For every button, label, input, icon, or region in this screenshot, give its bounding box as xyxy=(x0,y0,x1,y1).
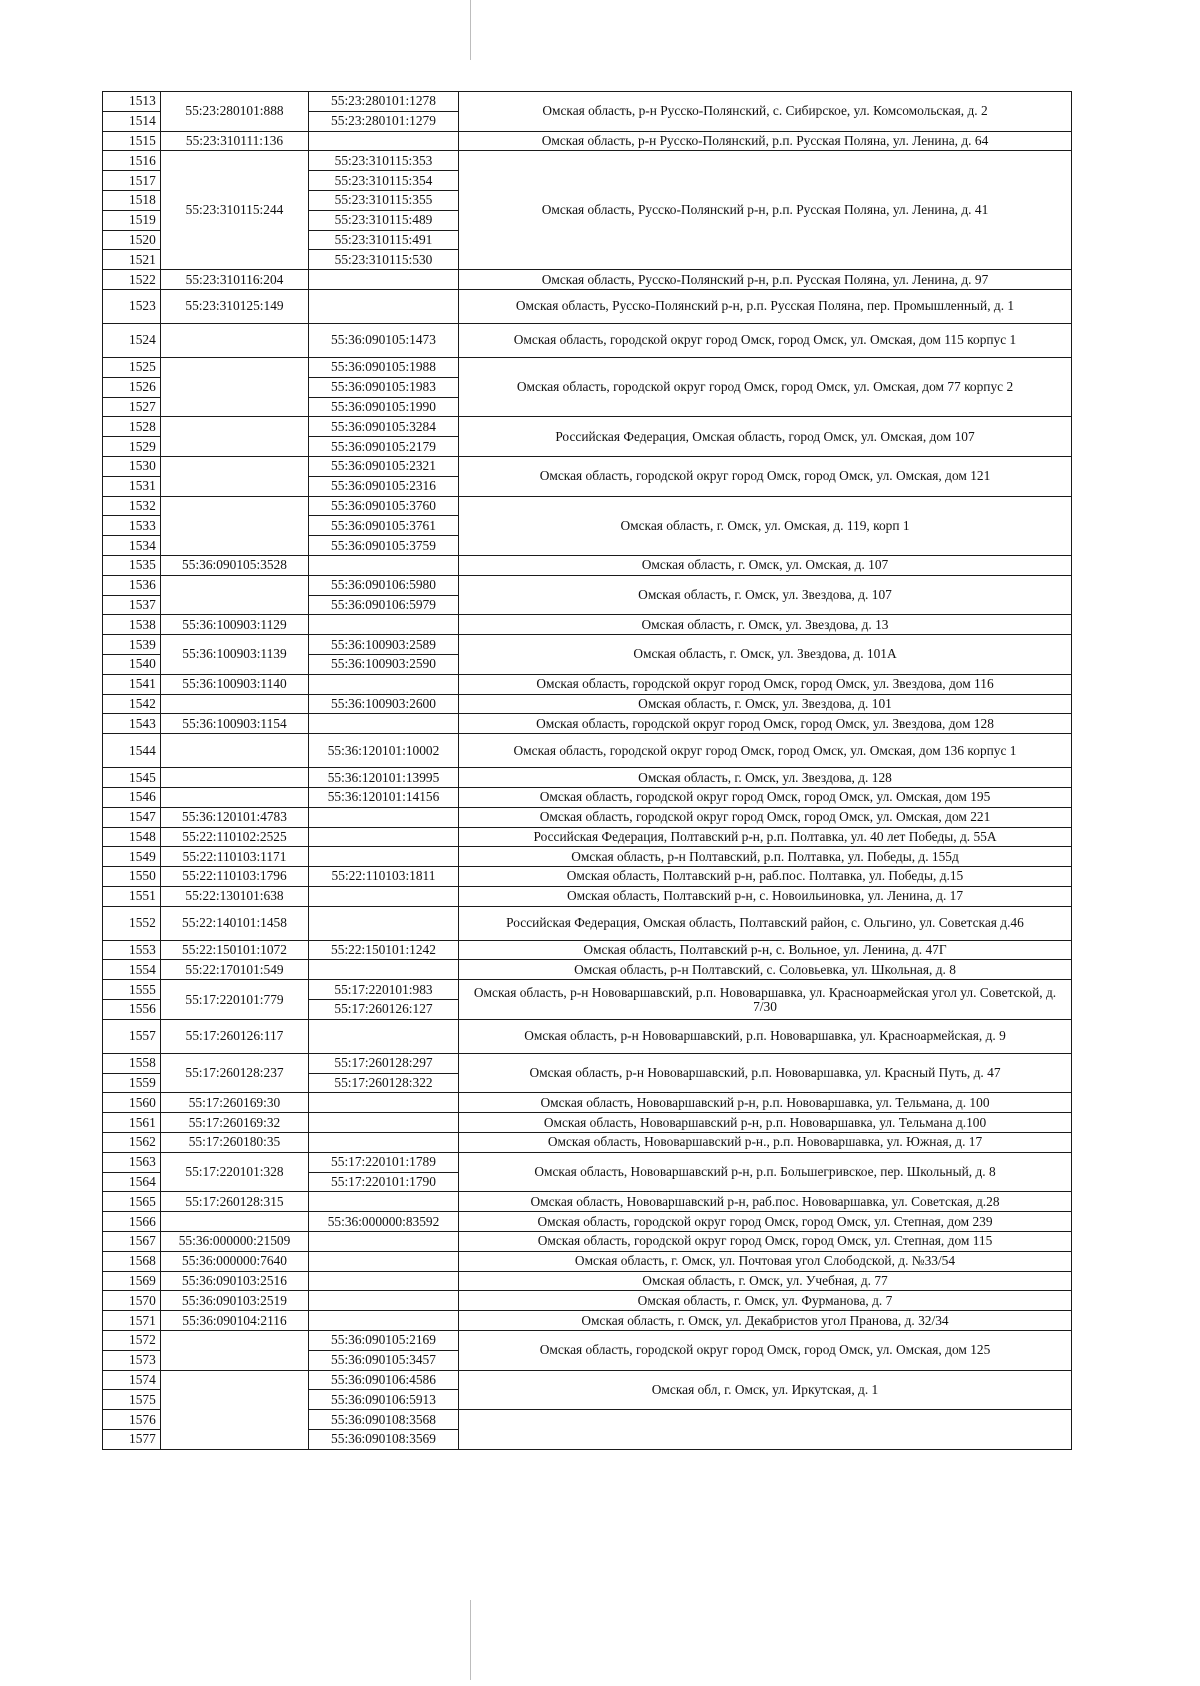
linked-cadastral-number-cell: 55:36:090105:3760 xyxy=(309,496,459,516)
row-number-cell: 1532 xyxy=(103,496,161,516)
linked-cadastral-number-cell xyxy=(309,1251,459,1271)
row-number-cell: 1538 xyxy=(103,615,161,635)
row-number-cell: 1565 xyxy=(103,1192,161,1212)
cadastral-number-cell: 55:17:260169:32 xyxy=(161,1113,309,1133)
row-number-cell: 1533 xyxy=(103,516,161,536)
cadastral-number-cell: 55:22:110103:1171 xyxy=(161,847,309,867)
address-cell: Омская область, г. Омск, ул. Омская, д. 119, корп 1 xyxy=(459,496,1072,555)
linked-cadastral-number-cell xyxy=(309,289,459,323)
row-number-cell: 1557 xyxy=(103,1019,161,1053)
table-row xyxy=(103,151,1072,171)
address-cell: Омская область, г. Омск, ул. Звездова, д. 107 xyxy=(459,575,1072,615)
row-number-cell: 1527 xyxy=(103,397,161,417)
row-number-cell: 1572 xyxy=(103,1331,161,1351)
address-cell: Омская область, городской округ город Омск, город Омск, ул. Омская, дом 121 xyxy=(459,456,1072,496)
linked-cadastral-number-cell: 55:36:100903:2589 xyxy=(309,635,459,655)
scan-artifact-bottom xyxy=(470,1600,471,1680)
linked-cadastral-number-cell: 55:36:090105:3457 xyxy=(309,1350,459,1370)
table-row xyxy=(103,1093,1072,1113)
linked-cadastral-number-cell xyxy=(309,827,459,847)
linked-cadastral-number-cell xyxy=(309,1113,459,1133)
linked-cadastral-number-cell xyxy=(309,1133,459,1153)
row-number-cell: 1560 xyxy=(103,1093,161,1113)
address-cell xyxy=(459,1410,1072,1450)
row-number-cell: 1546 xyxy=(103,787,161,807)
cadastral-number-cell: 55:22:110103:1796 xyxy=(161,867,309,887)
table-row xyxy=(103,575,1072,595)
address-cell: Омская область, городской округ город Омск, город Омск, ул. Омская, дом 195 xyxy=(459,787,1072,807)
row-number-cell: 1529 xyxy=(103,437,161,457)
address-cell: Омская обл, г. Омск, ул. Иркутская, д. 1 xyxy=(459,1370,1072,1410)
linked-cadastral-number-cell: 55:23:310115:353 xyxy=(309,151,459,171)
row-number-cell: 1518 xyxy=(103,190,161,210)
linked-cadastral-number-cell xyxy=(309,1291,459,1311)
linked-cadastral-number-cell: 55:36:090106:4586 xyxy=(309,1370,459,1390)
linked-cadastral-number-cell xyxy=(309,1232,459,1252)
address-cell: Омская область, городской округ город Омск, город Омск, ул. Омская, дом 221 xyxy=(459,807,1072,827)
row-number-cell: 1534 xyxy=(103,536,161,556)
cadastral-number-cell: 55:36:000000:7640 xyxy=(161,1251,309,1271)
registry-table-body xyxy=(103,92,1072,1450)
row-number-cell: 1575 xyxy=(103,1390,161,1410)
cadastral-number-cell: 55:22:130101:638 xyxy=(161,886,309,906)
table-row xyxy=(103,886,1072,906)
cadastral-number-cell: 55:17:220101:779 xyxy=(161,980,309,1020)
linked-cadastral-number-cell xyxy=(309,555,459,575)
table-row xyxy=(103,357,1072,377)
cadastral-number-cell: 55:36:120101:4783 xyxy=(161,807,309,827)
linked-cadastral-number-cell: 55:36:090105:2169 xyxy=(309,1331,459,1351)
linked-cadastral-number-cell: 55:17:260126:127 xyxy=(309,1000,459,1020)
table-row xyxy=(103,1232,1072,1252)
cadastral-number-cell: 55:22:110102:2525 xyxy=(161,827,309,847)
table-row xyxy=(103,1251,1072,1271)
address-cell: Омская область, р-н Нововаршавский, р.п. Нововаршавка, ул. Красноармейская, д. 9 xyxy=(459,1019,1072,1053)
cadastral-number-cell xyxy=(161,694,309,714)
linked-cadastral-number-cell: 55:36:090105:2321 xyxy=(309,456,459,476)
row-number-cell: 1553 xyxy=(103,940,161,960)
linked-cadastral-number-cell: 55:36:090105:2179 xyxy=(309,437,459,457)
row-number-cell: 1542 xyxy=(103,694,161,714)
row-number-cell: 1514 xyxy=(103,111,161,131)
registry-table xyxy=(102,91,1072,1450)
address-cell: Омская область, Полтавский р-н, с. Новоильиновка, ул. Ленина, д. 17 xyxy=(459,886,1072,906)
row-number-cell: 1547 xyxy=(103,807,161,827)
row-number-cell: 1551 xyxy=(103,886,161,906)
cadastral-number-cell: 55:36:100903:1139 xyxy=(161,635,309,675)
table-row xyxy=(103,847,1072,867)
row-number-cell: 1577 xyxy=(103,1430,161,1450)
table-row xyxy=(103,496,1072,516)
linked-cadastral-number-cell: 55:36:090105:3284 xyxy=(309,417,459,437)
linked-cadastral-number-cell: 55:36:090105:1988 xyxy=(309,357,459,377)
address-cell: Российская Федерация, Полтавский р-н, р.п. Полтавка, ул. 40 лет Победы, д. 55А xyxy=(459,827,1072,847)
cadastral-number-cell: 55:36:090104:2116 xyxy=(161,1311,309,1331)
row-number-cell: 1558 xyxy=(103,1053,161,1073)
table-row xyxy=(103,980,1072,1000)
table-row xyxy=(103,940,1072,960)
table-row xyxy=(103,1212,1072,1232)
cadastral-number-cell: 55:36:090105:3528 xyxy=(161,555,309,575)
address-cell: Омская область, р-н Полтавский, р.п. Полтавка, ул. Победы, д. 155д xyxy=(459,847,1072,867)
row-number-cell: 1564 xyxy=(103,1172,161,1192)
table-row xyxy=(103,827,1072,847)
cadastral-number-cell: 55:17:260180:35 xyxy=(161,1133,309,1153)
row-number-cell: 1523 xyxy=(103,289,161,323)
row-number-cell: 1531 xyxy=(103,476,161,496)
linked-cadastral-number-cell: 55:22:150101:1242 xyxy=(309,940,459,960)
cadastral-number-cell xyxy=(161,1212,309,1232)
address-cell: Омская область, городской округ город Омск, город Омск, ул. Омская, дом 125 xyxy=(459,1331,1072,1371)
row-number-cell: 1545 xyxy=(103,768,161,788)
row-number-cell: 1524 xyxy=(103,323,161,357)
linked-cadastral-number-cell: 55:23:310115:491 xyxy=(309,230,459,250)
table-row xyxy=(103,615,1072,635)
linked-cadastral-number-cell xyxy=(309,1311,459,1331)
linked-cadastral-number-cell: 55:36:090108:3568 xyxy=(309,1410,459,1430)
row-number-cell: 1548 xyxy=(103,827,161,847)
row-number-cell: 1519 xyxy=(103,210,161,230)
row-number-cell: 1576 xyxy=(103,1410,161,1430)
linked-cadastral-number-cell: 55:36:090106:5980 xyxy=(309,575,459,595)
linked-cadastral-number-cell: 55:22:110103:1811 xyxy=(309,867,459,887)
cadastral-number-cell: 55:23:310115:244 xyxy=(161,151,309,270)
row-number-cell: 1513 xyxy=(103,92,161,112)
cadastral-number-cell: 55:23:310116:204 xyxy=(161,270,309,290)
address-cell: Омская область, г. Омск, ул. Звездова, д. 13 xyxy=(459,615,1072,635)
row-number-cell: 1552 xyxy=(103,906,161,940)
row-number-cell: 1571 xyxy=(103,1311,161,1331)
address-cell: Омская область, городской округ город Омск, город Омск, ул. Звездова, дом 128 xyxy=(459,714,1072,734)
table-row xyxy=(103,131,1072,151)
row-number-cell: 1569 xyxy=(103,1271,161,1291)
linked-cadastral-number-cell xyxy=(309,847,459,867)
cadastral-number-cell: 55:22:170101:549 xyxy=(161,960,309,980)
row-number-cell: 1555 xyxy=(103,980,161,1000)
cadastral-number-cell xyxy=(161,1370,309,1449)
linked-cadastral-number-cell: 55:36:090105:1990 xyxy=(309,397,459,417)
address-cell: Омская область, городской округ город Омск, город Омск, ул. Степная, дом 239 xyxy=(459,1212,1072,1232)
linked-cadastral-number-cell: 55:23:310115:489 xyxy=(309,210,459,230)
linked-cadastral-number-cell xyxy=(309,615,459,635)
table-row xyxy=(103,674,1072,694)
linked-cadastral-number-cell: 55:36:090105:1983 xyxy=(309,377,459,397)
cadastral-number-cell: 55:36:090103:2516 xyxy=(161,1271,309,1291)
table-row xyxy=(103,92,1072,112)
address-cell: Омская область, р-н Полтавский, с. Соловьевка, ул. Школьная, д. 8 xyxy=(459,960,1072,980)
address-cell: Омская область, Русско-Полянский р-н, р.п. Русская Поляна, пер. Промышленный, д. 1 xyxy=(459,289,1072,323)
address-cell: Омская область, р-н Русско-Полянский, р.п. Русская Поляна, ул. Ленина, д. 64 xyxy=(459,131,1072,151)
address-cell: Омская область, р-н Нововаршавский, р.п. Нововаршавка, ул. Красный Путь, д. 47 xyxy=(459,1053,1072,1093)
cadastral-number-cell xyxy=(161,417,309,457)
table-row xyxy=(103,787,1072,807)
row-number-cell: 1550 xyxy=(103,867,161,887)
row-number-cell: 1530 xyxy=(103,456,161,476)
row-number-cell: 1566 xyxy=(103,1212,161,1232)
scan-artifact-top xyxy=(470,0,471,60)
linked-cadastral-number-cell xyxy=(309,807,459,827)
table-row xyxy=(103,694,1072,714)
cadastral-number-cell xyxy=(161,1331,309,1371)
row-number-cell: 1567 xyxy=(103,1232,161,1252)
linked-cadastral-number-cell: 55:36:120101:10002 xyxy=(309,734,459,768)
table-row xyxy=(103,1370,1072,1390)
table-row xyxy=(103,1113,1072,1133)
row-number-cell: 1559 xyxy=(103,1073,161,1093)
row-number-cell: 1528 xyxy=(103,417,161,437)
linked-cadastral-number-cell: 55:23:310115:530 xyxy=(309,250,459,270)
row-number-cell: 1517 xyxy=(103,171,161,191)
address-cell: Омская область, г. Омск, ул. Почтовая угол Слободской, д. №33/54 xyxy=(459,1251,1072,1271)
linked-cadastral-number-cell: 55:23:280101:1278 xyxy=(309,92,459,112)
cadastral-number-cell: 55:36:100903:1140 xyxy=(161,674,309,694)
address-cell: Омская область, городской округ город Омск, город Омск, ул. Звездова, дом 116 xyxy=(459,674,1072,694)
address-cell: Омская область, г. Омск, ул. Звездова, д. 101 xyxy=(459,694,1072,714)
linked-cadastral-number-cell: 55:36:000000:83592 xyxy=(309,1212,459,1232)
cadastral-number-cell xyxy=(161,575,309,615)
cadastral-number-cell: 55:22:150101:1072 xyxy=(161,940,309,960)
address-cell: Омская область, Полтавский р-н, раб.пос. Полтавка, ул. Победы, д.15 xyxy=(459,867,1072,887)
cadastral-number-cell xyxy=(161,787,309,807)
linked-cadastral-number-cell xyxy=(309,674,459,694)
address-cell: Омская область, городской округ город Омск, город Омск, ул. Омская, дом 77 корпус 2 xyxy=(459,357,1072,416)
table-row xyxy=(103,270,1072,290)
address-cell: Омская область, р-н Нововаршавский, р.п. Нововаршавка, ул. Красноармейская угол ул. Советской, д. 7/30 xyxy=(459,980,1072,1020)
cadastral-number-cell: 55:17:260126:117 xyxy=(161,1019,309,1053)
row-number-cell: 1526 xyxy=(103,377,161,397)
linked-cadastral-number-cell: 55:17:220101:1790 xyxy=(309,1172,459,1192)
row-number-cell: 1536 xyxy=(103,575,161,595)
row-number-cell: 1541 xyxy=(103,674,161,694)
row-number-cell: 1544 xyxy=(103,734,161,768)
linked-cadastral-number-cell: 55:17:260128:322 xyxy=(309,1073,459,1093)
address-cell: Омская область, городской округ город Омск, город Омск, ул. Омская, дом 136 корпус 1 xyxy=(459,734,1072,768)
cadastral-number-cell: 55:17:260128:237 xyxy=(161,1053,309,1093)
cadastral-number-cell: 55:36:090103:2519 xyxy=(161,1291,309,1311)
linked-cadastral-number-cell xyxy=(309,906,459,940)
address-cell: Российская Федерация, Омская область, Полтавский район, с. Ольгино, ул. Советская д.46 xyxy=(459,906,1072,940)
address-cell: Омская область, Нововаршавский р-н, р.п. Нововаршавка, ул. Тельмана, д. 100 xyxy=(459,1093,1072,1113)
table-row xyxy=(103,1133,1072,1153)
cadastral-number-cell: 55:17:260128:315 xyxy=(161,1192,309,1212)
linked-cadastral-number-cell xyxy=(309,1192,459,1212)
address-cell: Омская область, г. Омск, ул. Звездова, д. 101А xyxy=(459,635,1072,675)
cadastral-number-cell xyxy=(161,456,309,496)
table-row xyxy=(103,1019,1072,1053)
linked-cadastral-number-cell: 55:36:090106:5979 xyxy=(309,595,459,615)
row-number-cell: 1549 xyxy=(103,847,161,867)
table-row xyxy=(103,1271,1072,1291)
linked-cadastral-number-cell xyxy=(309,886,459,906)
linked-cadastral-number-cell xyxy=(309,1093,459,1113)
row-number-cell: 1537 xyxy=(103,595,161,615)
linked-cadastral-number-cell xyxy=(309,960,459,980)
cadastral-number-cell: 55:36:000000:21509 xyxy=(161,1232,309,1252)
address-cell: Омская область, г. Омск, ул. Омская, д. 107 xyxy=(459,555,1072,575)
row-number-cell: 1539 xyxy=(103,635,161,655)
table-row xyxy=(103,1291,1072,1311)
row-number-cell: 1561 xyxy=(103,1113,161,1133)
table-row xyxy=(103,906,1072,940)
row-number-cell: 1540 xyxy=(103,654,161,674)
row-number-cell: 1521 xyxy=(103,250,161,270)
linked-cadastral-number-cell: 55:36:120101:14156 xyxy=(309,787,459,807)
address-cell: Омская область, г. Омск, ул. Декабристов угол Пранова, д. 32/34 xyxy=(459,1311,1072,1331)
table-row xyxy=(103,456,1072,476)
cadastral-number-cell xyxy=(161,768,309,788)
linked-cadastral-number-cell xyxy=(309,1271,459,1291)
row-number-cell: 1543 xyxy=(103,714,161,734)
row-number-cell: 1556 xyxy=(103,1000,161,1020)
linked-cadastral-number-cell: 55:23:310115:354 xyxy=(309,171,459,191)
table-row xyxy=(103,635,1072,655)
cadastral-number-cell xyxy=(161,734,309,768)
linked-cadastral-number-cell: 55:36:100903:2600 xyxy=(309,694,459,714)
address-cell: Омская область, г. Омск, ул. Учебная, д. 77 xyxy=(459,1271,1072,1291)
cadastral-number-cell: 55:23:310111:136 xyxy=(161,131,309,151)
linked-cadastral-number-cell xyxy=(309,714,459,734)
row-number-cell: 1568 xyxy=(103,1251,161,1271)
row-number-cell: 1520 xyxy=(103,230,161,250)
linked-cadastral-number-cell xyxy=(309,270,459,290)
row-number-cell: 1574 xyxy=(103,1370,161,1390)
cadastral-number-cell: 55:36:100903:1129 xyxy=(161,615,309,635)
table-row xyxy=(103,807,1072,827)
linked-cadastral-number-cell: 55:36:090105:3761 xyxy=(309,516,459,536)
row-number-cell: 1562 xyxy=(103,1133,161,1153)
row-number-cell: 1535 xyxy=(103,555,161,575)
cadastral-number-cell: 55:17:220101:328 xyxy=(161,1152,309,1192)
address-cell: Омская область, городской округ город Омск, город Омск, ул. Степная, дом 115 xyxy=(459,1232,1072,1252)
cadastral-number-cell: 55:36:100903:1154 xyxy=(161,714,309,734)
row-number-cell: 1570 xyxy=(103,1291,161,1311)
cadastral-number-cell: 55:23:310125:149 xyxy=(161,289,309,323)
linked-cadastral-number-cell: 55:17:260128:297 xyxy=(309,1053,459,1073)
linked-cadastral-number-cell: 55:23:280101:1279 xyxy=(309,111,459,131)
row-number-cell: 1573 xyxy=(103,1350,161,1370)
linked-cadastral-number-cell: 55:36:090105:1473 xyxy=(309,323,459,357)
table-row xyxy=(103,734,1072,768)
linked-cadastral-number-cell: 55:36:090105:2316 xyxy=(309,476,459,496)
cadastral-number-cell xyxy=(161,323,309,357)
row-number-cell: 1515 xyxy=(103,131,161,151)
address-cell: Омская область, Полтавский р-н, с. Вольное, ул. Ленина, д. 47Г xyxy=(459,940,1072,960)
table-row xyxy=(103,960,1072,980)
address-cell: Омская область, городской округ город Омск, город Омск, ул. Омская, дом 115 корпус 1 xyxy=(459,323,1072,357)
row-number-cell: 1563 xyxy=(103,1152,161,1172)
row-number-cell: 1522 xyxy=(103,270,161,290)
address-cell: Омская область, р-н Русско-Полянский, с. Сибирское, ул. Комсомольская, д. 2 xyxy=(459,92,1072,132)
linked-cadastral-number-cell: 55:17:220101:1789 xyxy=(309,1152,459,1172)
linked-cadastral-number-cell: 55:36:120101:13995 xyxy=(309,768,459,788)
table-row xyxy=(103,768,1072,788)
address-cell: Омская область, Нововаршавский р-н., р.п. Нововаршавка, ул. Южная, д. 17 xyxy=(459,1133,1072,1153)
cadastral-number-cell xyxy=(161,496,309,555)
address-cell: Омская область, Нововаршавский р-н, р.п. Большегривское, пер. Школьный, д. 8 xyxy=(459,1152,1072,1192)
linked-cadastral-number-cell: 55:36:090105:3759 xyxy=(309,536,459,556)
address-cell: Омская область, г. Омск, ул. Звездова, д. 128 xyxy=(459,768,1072,788)
address-cell: Российская Федерация, Омская область, город Омск, ул. Омская, дом 107 xyxy=(459,417,1072,457)
table-row xyxy=(103,417,1072,437)
table-row xyxy=(103,555,1072,575)
row-number-cell: 1525 xyxy=(103,357,161,377)
table-row xyxy=(103,1053,1072,1073)
address-cell: Омская область, Русско-Полянский р-н, р.п. Русская Поляна, ул. Ленина, д. 41 xyxy=(459,151,1072,270)
table-row xyxy=(103,1311,1072,1331)
table-row xyxy=(103,867,1072,887)
cadastral-number-cell: 55:23:280101:888 xyxy=(161,92,309,132)
cadastral-number-cell: 55:22:140101:1458 xyxy=(161,906,309,940)
linked-cadastral-number-cell: 55:36:100903:2590 xyxy=(309,654,459,674)
table-row xyxy=(103,1331,1072,1351)
address-cell: Омская область, Русско-Полянский р-н, р.п. Русская Поляна, ул. Ленина, д. 97 xyxy=(459,270,1072,290)
address-cell: Омская область, Нововаршавский р-н, р.п. Нововаршавка, ул. Тельмана д.100 xyxy=(459,1113,1072,1133)
table-row xyxy=(103,1152,1072,1172)
row-number-cell: 1554 xyxy=(103,960,161,980)
linked-cadastral-number-cell xyxy=(309,1019,459,1053)
cadastral-number-cell xyxy=(161,357,309,416)
table-row xyxy=(103,714,1072,734)
linked-cadastral-number-cell: 55:36:090106:5913 xyxy=(309,1390,459,1410)
address-cell: Омская область, Нововаршавский р-н, раб.пос. Нововаршавка, ул. Советская, д.28 xyxy=(459,1192,1072,1212)
table-row xyxy=(103,1192,1072,1212)
row-number-cell: 1516 xyxy=(103,151,161,171)
cadastral-number-cell: 55:17:260169:30 xyxy=(161,1093,309,1113)
linked-cadastral-number-cell: 55:23:310115:355 xyxy=(309,190,459,210)
table-row xyxy=(103,289,1072,323)
linked-cadastral-number-cell xyxy=(309,131,459,151)
address-cell: Омская область, г. Омск, ул. Фурманова, д. 7 xyxy=(459,1291,1072,1311)
linked-cadastral-number-cell: 55:36:090108:3569 xyxy=(309,1430,459,1450)
table-row xyxy=(103,323,1072,357)
linked-cadastral-number-cell: 55:17:220101:983 xyxy=(309,980,459,1000)
